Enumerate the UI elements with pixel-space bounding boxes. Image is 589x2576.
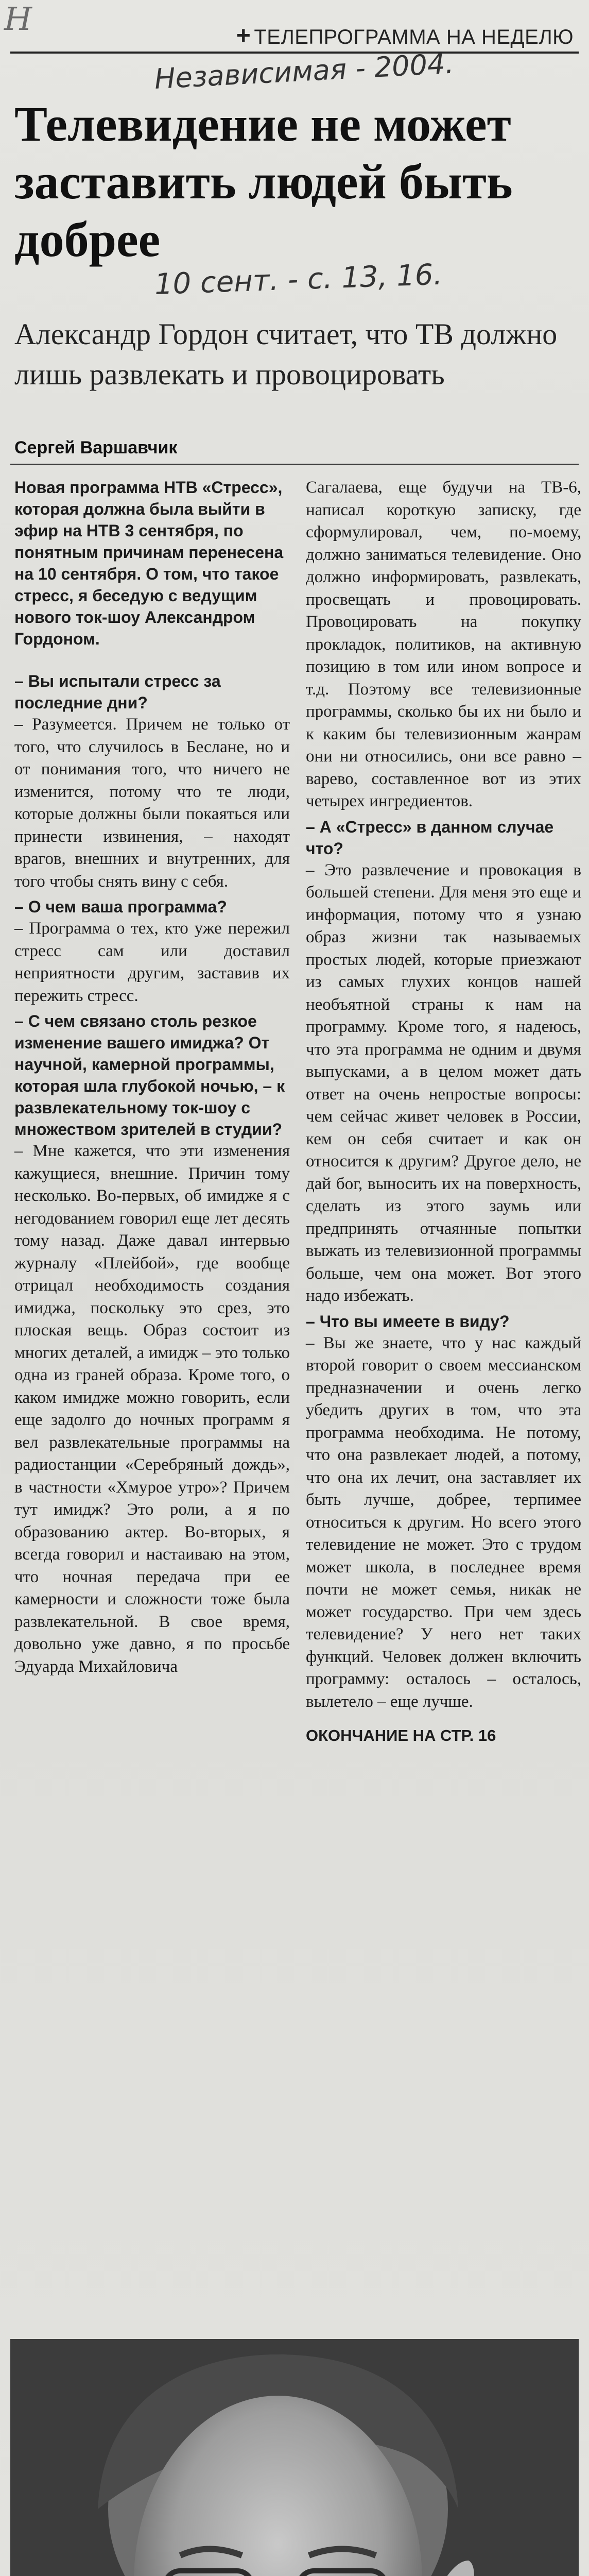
question: – Вы испытали стресс за последние дни? xyxy=(14,672,221,712)
article-headline: Телевидение не может заставить людей быть добрее xyxy=(14,96,513,267)
answer: – Вы же знаете, что у нас каждый второй говорит о своем мессианском предназначении и очень легко убедить других в том, что эта программа необходима. Не потому, что она развлекает людей, а потому, что она их лечит, она заставляет их быть лучше, добрее, терпимее относиться к другим. Но всего этого телевидение не может. Это с трудом может школа, в последнее время почти не может семья, никак не может государство. При чем здесь телевидение? У него нет таких функций. Человек должен включить программу: осталось – осталось, вылетело – еще лучше. xyxy=(306,1333,581,1711)
byline-rule xyxy=(10,464,579,465)
handwritten-note-date: 10 сент. - с. 13, 16. xyxy=(153,258,443,301)
answer: – Программа о тех, кто уже пережил стресс сам или доставил неприятности другим, заставив их пережить стресс. xyxy=(14,919,290,1005)
rubric-title: ТЕЛЕПРОГРАММА НА НЕДЕЛЮ xyxy=(254,26,574,48)
question: – Что вы имеете в виду? xyxy=(306,1312,510,1331)
answer: Сагалаева, еще будучи на ТВ-6, написал короткую записку, где сформулировал, чем, по-моему, должно заниматься телевидение. Оно должно информировать, развлекать, просвещать и провоцировать. Провоцировать на покупку прокладок, политиков, на активную позицию в том или ином вопросе и т.д. Поэтому все телевизионные программы, сколько бы их ни было и к каким бы телевизионным жанрам они ни относились, они все равно – варево, составленное вот из этих четырех ингредиентов. xyxy=(306,478,581,810)
question: – А «Стресс» в данном случае что? xyxy=(306,817,554,858)
portrait-photo xyxy=(10,2339,579,2576)
article-column-left xyxy=(14,477,290,1678)
article-subheadline: Александр Гордон считает, что ТВ должно лишь развлекать и провоцировать xyxy=(14,317,558,391)
plus-icon: + xyxy=(236,22,251,49)
article-byline: Сергей Варшавчик xyxy=(14,438,178,457)
section-rubric xyxy=(236,22,574,50)
handwritten-note-source: Независимая - 2004. xyxy=(153,47,455,95)
portrait-illustration xyxy=(10,2339,579,2576)
top-rule xyxy=(10,52,579,54)
answer: – Мне кажется, что эти изменения кажущиеся, внешние. Причин тому несколько. Во-первых, об имидже я с негодованием говорил еще лет десять тому назад. Даже давал интервью журналу «Плейбой», где вообще отрицал необходимость создания имиджа, поскольку это срез, это плоская вещь. Образ состоит из многих деталей, а имидж – это только одна из граней образа. Кроме того, о каком имидже можно говорить, если еще задолго до ночных программ я вел развлекательные программы на радиостанции «Серебряный дождь», в частности «Хмурое утро»? Причем тут имидж? Это роли, а я по образованию актер. Во-вторых, я всегда говорил и настаиваю на этом, что ночная передача при ее камерности и сложности тоже была развлекательной. В свое время, довольно уже давно, я по просьбе Эдуарда Михайловича xyxy=(14,1142,290,1676)
question: – С чем связано столь резкое изменение вашего имиджа? От научной, камерной программы, которая шла глубокой ночью, – к развлекательному ток-шоу с множеством зрителей в студии? xyxy=(14,1012,285,1139)
answer: – Разумеется. Причем не только от того, что случилось в Беслане, но и от понимания того, что ничего не изменится, потому что те люди, которые должны были покаяться или принести извинения, – находят врагов, внешних и внутренних, для того чтобы снять вину с себя. xyxy=(14,715,290,891)
newspaper-logo: Н xyxy=(4,0,32,38)
question: – О чем ваша программа? xyxy=(14,897,227,916)
article-lead: Новая программа НТВ «Стресс», которая должна была выйти в эфир на НТВ 3 сентября, по понятным причинам перенесена на 10 сентября. О том, что такое стресс, я беседую с ведущим нового ток-шоу Александром Гордоном. xyxy=(14,478,284,648)
continuation-note: ОКОНЧАНИЕ НА СТР. 16 xyxy=(306,1726,496,1744)
article-column-right xyxy=(306,477,581,1747)
answer: – Это развлечение и провокация в большей степени. Для меня это еще и информация, потому что я узнаю образ жизни так называемых простых людей, которые приезжают из самых глухих концов нашей необъятной страны к нам на программу. Кроме того, я надеюсь, что эта программа не одним и двумя выпусками, а в целом может дать ответ на очень непростые вопросы: чем сейчас живет человек в России, кем он себя считает и как он относится к другим? Другое дело, не дай бог, выносить их на поверхность, сделать из этого заумь или предпринять отчаянные попытки выжать из телевизионной программы больше, чем она может. Вот этого надо избежать. xyxy=(306,860,581,1305)
